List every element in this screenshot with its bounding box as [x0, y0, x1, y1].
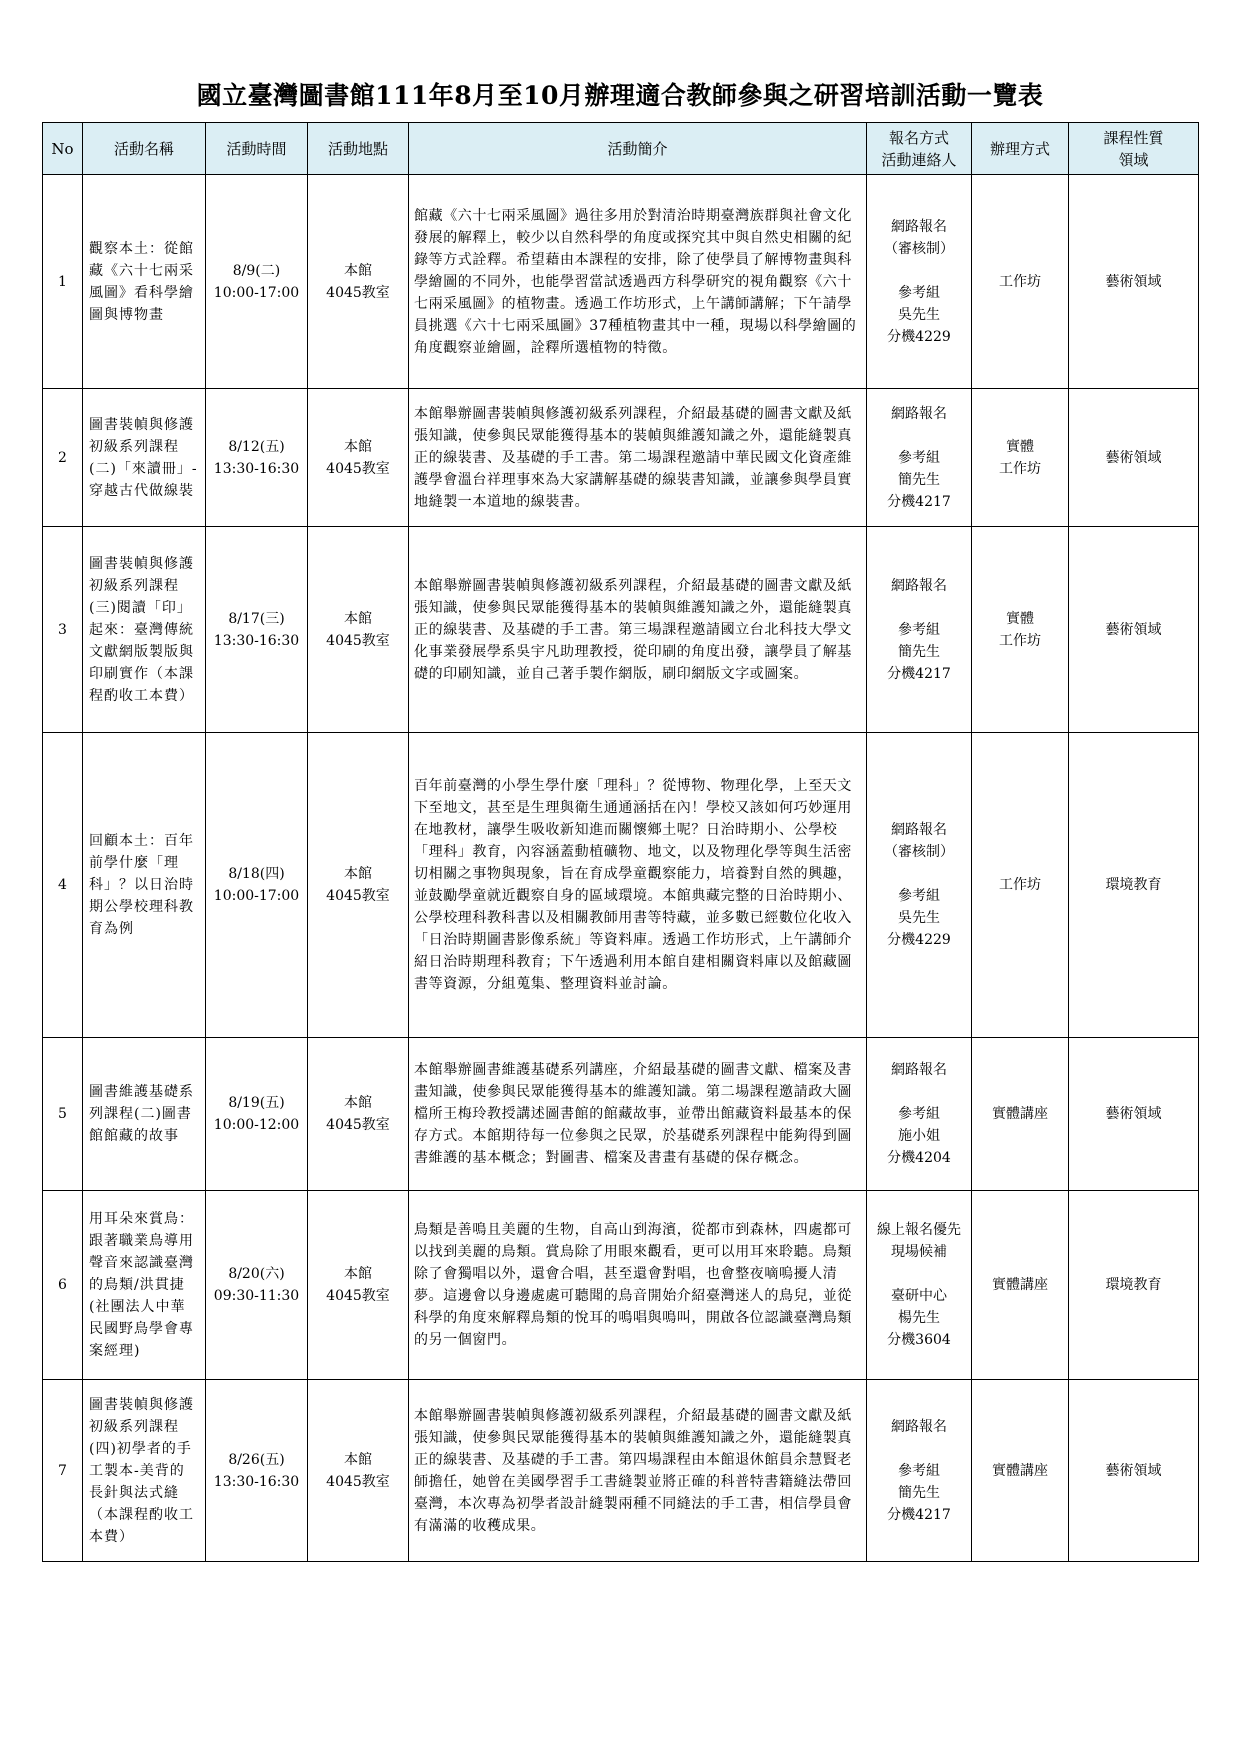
- activity-time: [206, 1191, 308, 1380]
- activity-method: [972, 1380, 1069, 1562]
- cell-line: 工作坊: [999, 273, 1041, 290]
- cell-line: 簡先生: [898, 643, 940, 660]
- cell-line: 實體講座: [992, 1106, 1048, 1122]
- cell-line: 本館: [344, 262, 372, 279]
- row-number: 4: [43, 733, 83, 1038]
- time-hours: 13:30-16:30: [213, 1473, 300, 1490]
- cell-line: （審核制）: [884, 844, 954, 860]
- time-date: 8/20(六): [228, 1266, 285, 1282]
- cell-line: 實體: [1006, 610, 1034, 627]
- cell-line: 現場候補: [891, 1244, 947, 1260]
- cell-line: 本館: [344, 1266, 372, 1282]
- activity-time: [206, 175, 308, 389]
- activity-description: 鳥類是善鳴且美麗的生物，自高山到海濱，從都市到森林，四處都可以找到美麗的鳥類。賞鳥除了用眼來觀看，更可以用耳來聆聽。鳥類除了會獨唱以外，還會合唱，甚至還會對唱，也會整夜嘀嗚擾人清夢。這邊會以身邊處處可聽聞的鳥音開始介紹臺灣迷人的鳥兒，並從科學的角度來解釋鳥類的悅耳的鳴唱與鳴叫，開啟各位認識臺灣鳥類的另一個窗門。: [409, 1191, 867, 1380]
- course-domain: 藝術領域: [1069, 527, 1199, 733]
- activity-place: [308, 175, 409, 389]
- activity-method: [972, 733, 1069, 1038]
- activity-place: [308, 1191, 409, 1380]
- course-domain: 藝術領域: [1069, 389, 1199, 527]
- row-number: 1: [43, 175, 83, 389]
- cell-line: [867, 863, 971, 885]
- activity-time: [206, 527, 308, 733]
- activity-name: 圖書維護基礎系列課程(二)圖書館館藏的故事: [83, 1038, 206, 1191]
- cell-line: 線上報名優先: [877, 1222, 961, 1238]
- header-place: 活動地點: [308, 123, 409, 175]
- header-time: 活動時間: [206, 123, 308, 175]
- activity-contact: [867, 389, 972, 527]
- cell-line: [867, 597, 971, 619]
- activity-place: [308, 1380, 409, 1562]
- table-row: [43, 527, 1199, 733]
- cell-line: 參考組: [898, 621, 940, 638]
- table-row: [43, 733, 1199, 1038]
- cell-line: 分機3604: [887, 1332, 951, 1348]
- cell-line: 網路報名: [891, 218, 947, 235]
- activity-time: [206, 1380, 308, 1562]
- activity-description: 本館舉辦圖書維護基礎系列講座，介紹最基礎的圖書文獻、檔案及書畫知識，使參與民眾能獲得基本的維護知識。第二場課程邀請政大圖檔所王梅玲教授講述圖書館的館藏故事，並帶出館藏資料最基本的保存方式。本館期待每一位參與之民眾，於基礎系列課程中能夠得到圖書維護的基本概念；對圖書、檔案及書畫有基礎的保存概念。: [409, 1038, 867, 1191]
- activity-contact: [867, 527, 972, 733]
- cell-line: 本館: [344, 1095, 372, 1111]
- cell-line: 分機4217: [887, 665, 951, 682]
- cell-line: 網路報名: [891, 822, 947, 838]
- time-date: 8/9(二): [232, 262, 281, 279]
- cell-line: 臺研中心: [891, 1288, 947, 1304]
- table-row: [43, 1191, 1199, 1380]
- activity-time: [206, 733, 308, 1038]
- cell-line: [867, 260, 971, 282]
- time-date: 8/26(五): [228, 1451, 285, 1468]
- time-date: 8/19(五): [228, 1095, 285, 1111]
- cell-line: 網路報名: [891, 577, 947, 594]
- activity-place: [308, 389, 409, 527]
- header-contact: 報名方式 活動連絡人: [867, 123, 972, 175]
- course-domain: 環境教育: [1069, 733, 1199, 1038]
- cell-line: [867, 1081, 971, 1103]
- table-row: [43, 175, 1199, 389]
- activity-name: 圖書裝幀與修護初級系列課程(二)「來讀冊」-穿越古代做線裝: [83, 389, 206, 527]
- cell-line: 吳先生: [898, 910, 940, 926]
- activity-name: 圖書裝幀與修護初級系列課程(四)初學者的手工製本-美背的長針與法式縫（本課程酌收工本費）: [83, 1380, 206, 1562]
- activity-table: [42, 122, 1199, 1562]
- activity-time: [206, 389, 308, 527]
- activity-description: 本館舉辦圖書裝幀與修護初級系列課程，介紹最基礎的圖書文獻及紙張知識，使參與民眾能獲得基本的裝幀與維護知識之外，還能縫製真正的線裝書、及基礎的手工書。第三場課程邀請國立台北科技大學文化事業發展學系吳宇凡助理教授，從印刷的角度出發，讓學員了解基礎的印刷知識，並自己著手製作網版，刷印網版文字或圖案。: [409, 527, 867, 733]
- activity-contact: [867, 1380, 972, 1562]
- activity-place: [308, 1038, 409, 1191]
- table-row: [43, 1380, 1199, 1562]
- cell-line: 4045教室: [326, 888, 390, 904]
- row-number: 5: [43, 1038, 83, 1191]
- row-number: 7: [43, 1380, 83, 1562]
- activity-description: 百年前臺灣的小學生學什麼「理科」？從博物、物理化學，上至天文下至地文，甚至是生理與衛生通通涵括在內！學校又該如何巧妙運用在地教材，讓學生吸收新知進而關懷鄉土呢？日治時期小、公學校「理科」教育，內容涵蓋動植礦物、地文，以及物理化學等與生活密切相關之事物與現象，旨在育成學童觀察能力，培養對自然的興趣，並鼓勵學童就近觀察自身的區域環境。本館典藏完整的日治時期小、公學校理科教科書以及相關教師用書等特藏，並多數已經數位化收入「日治時期圖書影像系統」等資料庫。透過工作坊形式，上午講師介紹日治時期理科教育；下午透過利用本館自建相關資料庫以及館藏圖書等資源，分組蒐集、整理資料並討論。: [409, 733, 867, 1038]
- cell-line: 分機4229: [887, 328, 951, 345]
- activity-time: [206, 1038, 308, 1191]
- activity-place: [308, 527, 409, 733]
- header-desc: 活動簡介: [409, 123, 867, 175]
- cell-line: 分機4217: [887, 1506, 951, 1523]
- cell-line: 本館: [344, 438, 372, 455]
- cell-line: 4045教室: [326, 1473, 390, 1490]
- time-date: 8/17(三): [228, 610, 285, 627]
- header-domain: 課程性質 領域: [1069, 123, 1199, 175]
- cell-line: 本館: [344, 866, 372, 882]
- activity-name: 觀察本土：從館藏《六十七兩采風圖》看科學繪圖與博物畫: [83, 175, 206, 389]
- cell-line: 4045教室: [326, 632, 390, 649]
- cell-line: 分機4229: [887, 932, 951, 948]
- cell-line: 工作坊: [999, 632, 1041, 649]
- cell-line: [867, 1438, 971, 1460]
- activity-name: 用耳朵來賞鳥：跟著職業鳥導用聲音來認識臺灣的鳥類/洪貫捷(社團法人中華民國野鳥學會專案經理): [83, 1191, 206, 1380]
- time-hours: 09:30-11:30: [213, 1288, 300, 1304]
- cell-line: 吳先生: [898, 306, 940, 323]
- cell-line: 工作坊: [999, 877, 1041, 893]
- time-hours: 10:00-17:00: [213, 284, 300, 301]
- cell-line: [867, 1263, 971, 1285]
- cell-line: 網路報名: [891, 1062, 947, 1078]
- time-date: 8/12(五): [228, 438, 285, 455]
- page-title: 國立臺灣圖書館111年8月至10月辦理適合教師參與之研習培訓活動一覽表: [196, 81, 1044, 110]
- cell-line: 實體: [1006, 438, 1034, 455]
- cell-line: 4045教室: [326, 460, 390, 477]
- header-no: No: [43, 123, 83, 175]
- activity-method: [972, 389, 1069, 527]
- activity-method: [972, 1038, 1069, 1191]
- cell-line: 簡先生: [898, 471, 940, 488]
- cell-line: 工作坊: [999, 460, 1041, 477]
- time-hours: 10:00-12:00: [213, 1117, 300, 1133]
- cell-line: 本館: [344, 1451, 372, 1468]
- time-hours: 13:30-16:30: [213, 460, 300, 477]
- cell-line: 參考組: [898, 449, 940, 466]
- activity-description: 本館舉辦圖書裝幀與修護初級系列課程，介紹最基礎的圖書文獻及紙張知識，使參與民眾能獲得基本的裝幀與維護知識之外，還能縫製真正的線裝書、及基礎的手工書。第二場課程邀請中華民國文化資產維護學會溫台祥理事來為大家講解基礎的線裝書知識，並讓參與學員實地縫製一本道地的線裝書。: [409, 389, 867, 527]
- course-domain: 環境教育: [1069, 1191, 1199, 1380]
- row-number: 6: [43, 1191, 83, 1380]
- time-hours: 13:30-16:30: [213, 632, 300, 649]
- course-domain: 藝術領域: [1069, 1038, 1199, 1191]
- cell-line: 4045教室: [326, 1117, 390, 1133]
- activity-method: [972, 175, 1069, 389]
- cell-line: 楊先生: [898, 1310, 940, 1326]
- activity-contact: [867, 733, 972, 1038]
- activity-name: 回顧本土：百年前學什麼「理科」？以日治時期公學校理科教育為例: [83, 733, 206, 1038]
- activity-name: 圖書裝幀與修護初級系列課程(三)閱讀「印」起來：臺灣傳統文獻網版製版與印刷實作（本課程酌收工本費）: [83, 527, 206, 733]
- cell-line: 4045教室: [326, 1288, 390, 1304]
- cell-line: 分機4217: [887, 493, 951, 510]
- cell-line: （審核制）: [884, 240, 954, 257]
- header-row: [43, 123, 1199, 175]
- course-domain: 藝術領域: [1069, 1380, 1199, 1562]
- cell-line: 參考組: [898, 284, 940, 301]
- activity-place: [308, 733, 409, 1038]
- table-row: [43, 389, 1199, 527]
- time-hours: 10:00-17:00: [213, 888, 300, 904]
- cell-line: 4045教室: [326, 284, 390, 301]
- cell-line: 簡先生: [898, 1484, 940, 1501]
- activity-description: 本館舉辦圖書裝幀與修護初級系列課程，介紹最基礎的圖書文獻及紙張知識，使參與民眾能獲得基本的裝幀與維護知識之外，還能縫製真正的線裝書、及基礎的手工書。第四場課程由本館退休館員余慧賢老師擔任，她曾在美國學習手工書縫製並將正確的科普特書籍縫法帶回臺灣，本次專為初學者設計縫製兩種不同縫法的手工書，相信學員會有滿滿的收穫成果。: [409, 1380, 867, 1562]
- cell-line: [867, 425, 971, 447]
- activity-method: [972, 527, 1069, 733]
- activity-method: [972, 1191, 1069, 1380]
- row-number: 2: [43, 389, 83, 527]
- cell-line: 實體講座: [992, 1277, 1048, 1293]
- activity-description: 館藏《六十七兩采風圖》過往多用於對清治時期臺灣族群與社會文化發展的解釋上，較少以自然科學的角度或探究其中與自然史相關的紀錄等方式詮釋。希望藉由本課程的安排，除了使學員了解博物畫與科學繪圖的不同外，也能學習當試透過西方科學研究的視角觀察《六十七兩采風圖》的植物畫。透過工作坊形式，上午講師講解；下午請學員挑選《六十七兩采風圖》37種植物畫其中一種，現場以科學繪圖的角度觀察並繪圖，詮釋所選植物的特徵。: [409, 175, 867, 389]
- cell-line: 網路報名: [891, 1418, 947, 1435]
- cell-line: 本館: [344, 610, 372, 627]
- activity-contact: [867, 1038, 972, 1191]
- activity-contact: [867, 175, 972, 389]
- header-name: 活動名稱: [83, 123, 206, 175]
- row-number: 3: [43, 527, 83, 733]
- cell-line: 參考組: [898, 888, 940, 904]
- cell-line: 實體講座: [992, 1462, 1048, 1479]
- activity-contact: [867, 1191, 972, 1380]
- cell-line: 參考組: [898, 1462, 940, 1479]
- cell-line: 施小姐: [898, 1128, 940, 1144]
- cell-line: 分機4204: [887, 1150, 951, 1166]
- header-method: 辦理方式: [972, 123, 1069, 175]
- course-domain: 藝術領域: [1069, 175, 1199, 389]
- time-date: 8/18(四): [228, 866, 285, 882]
- cell-line: 網路報名: [891, 405, 947, 422]
- table-row: [43, 1038, 1199, 1191]
- cell-line: 參考組: [898, 1106, 940, 1122]
